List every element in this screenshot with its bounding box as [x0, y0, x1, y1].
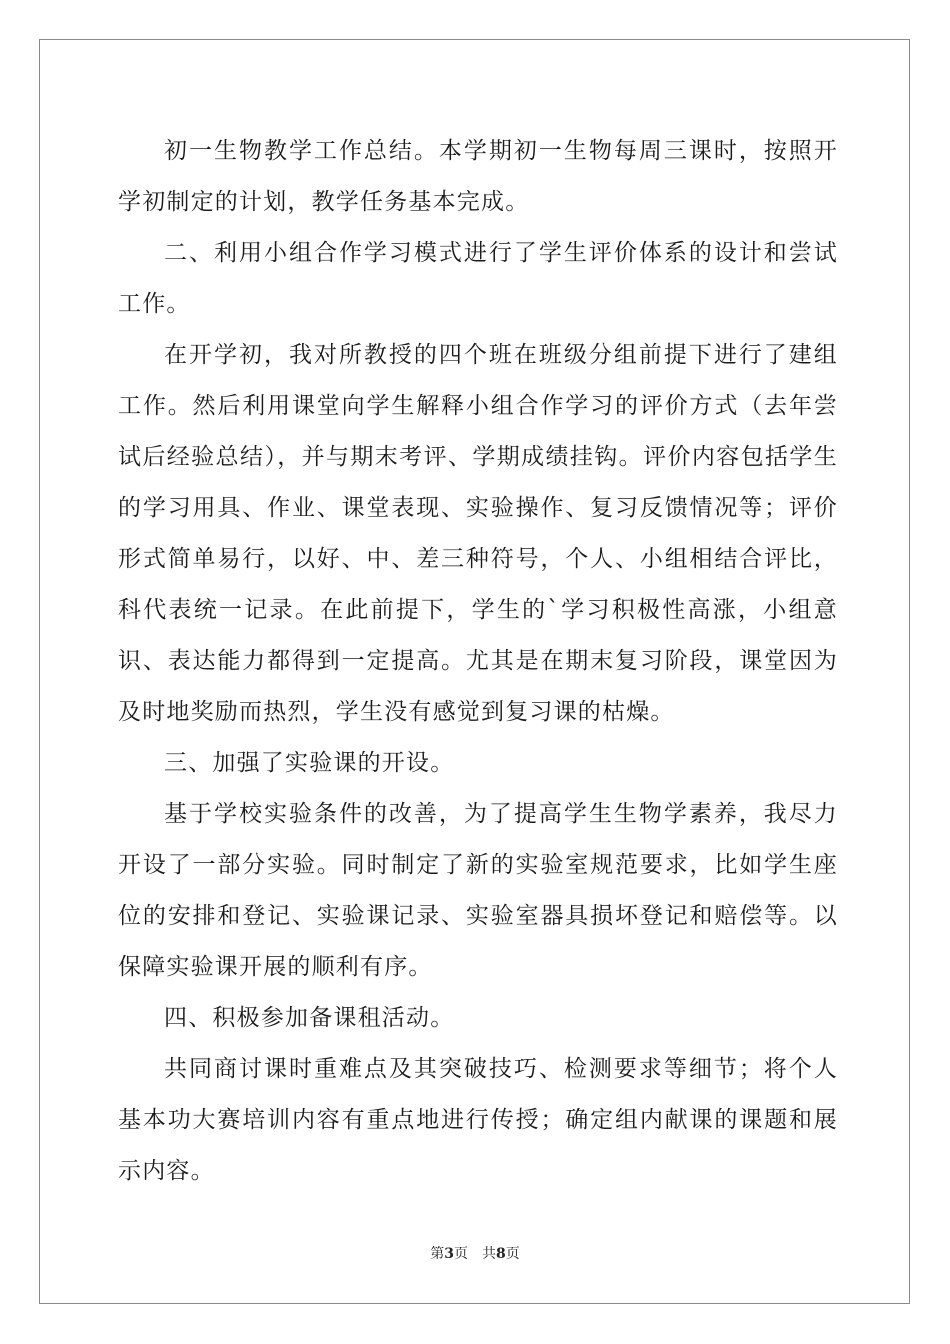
total-prefix: 共: [482, 1246, 496, 1262]
page-total: 8: [496, 1246, 506, 1262]
paragraph-intro: 初一生物教学工作总结。本学期初一生物每周三课时，按照开学初制定的计划，教学任务基本完成。: [118, 138, 838, 215]
page-footer: [0, 1243, 950, 1263]
heading-section-4: 四、积极参加备课租活动。: [164, 1005, 455, 1031]
page-current: 3: [444, 1246, 454, 1262]
document-body: [118, 126, 838, 1197]
paragraph-section-3: 基于学校实验条件的改善，为了提高学生生物学素养，我尽力开设了一部分实验。同时制定了新的实验室规范要求，比如学生座位的安排和登记、实验课记录、实验室器具损坏登记和赔偿等。以保障实验课开展的顺利有序。: [118, 801, 838, 980]
page-unit: 页: [454, 1246, 468, 1262]
heading-section-3: 三、加强了实验课的开设。: [164, 750, 455, 776]
paragraph-section-4: 共同商讨课时重难点及其突破技巧、检测要求等细节；将个人基本功大赛培训内容有重点地进行传授；确定组内献课的课题和展示内容。: [118, 1056, 838, 1184]
page-prefix: 第: [430, 1246, 445, 1262]
total-unit: 页: [505, 1246, 520, 1262]
heading-section-2: 二、利用小组合作学习模式进行了学生评价体系的设计和尝试工作。: [118, 240, 838, 317]
paragraph-section-2: 在开学初，我对所教授的四个班在班级分组前提下进行了建组工作。然后利用课堂向学生解释小组合作学习的评价方式（去年尝试后经验总结），并与期末考评、学期成绩挂钩。评价内容包括学生的学习用具、作业、课堂表现、实验操作、复习反馈情况等；评价形式简单易行，以好、中、差三种符号，个人、小组相结合评比，科代表统一记录。在此前提下，学生的`学习积极性高涨，小组意识、表达能力都得到一定提高。尤其是在期末复习阶段，课堂因为及时地奖励而热烈，学生没有感觉到复习课的枯燥。: [118, 342, 838, 725]
